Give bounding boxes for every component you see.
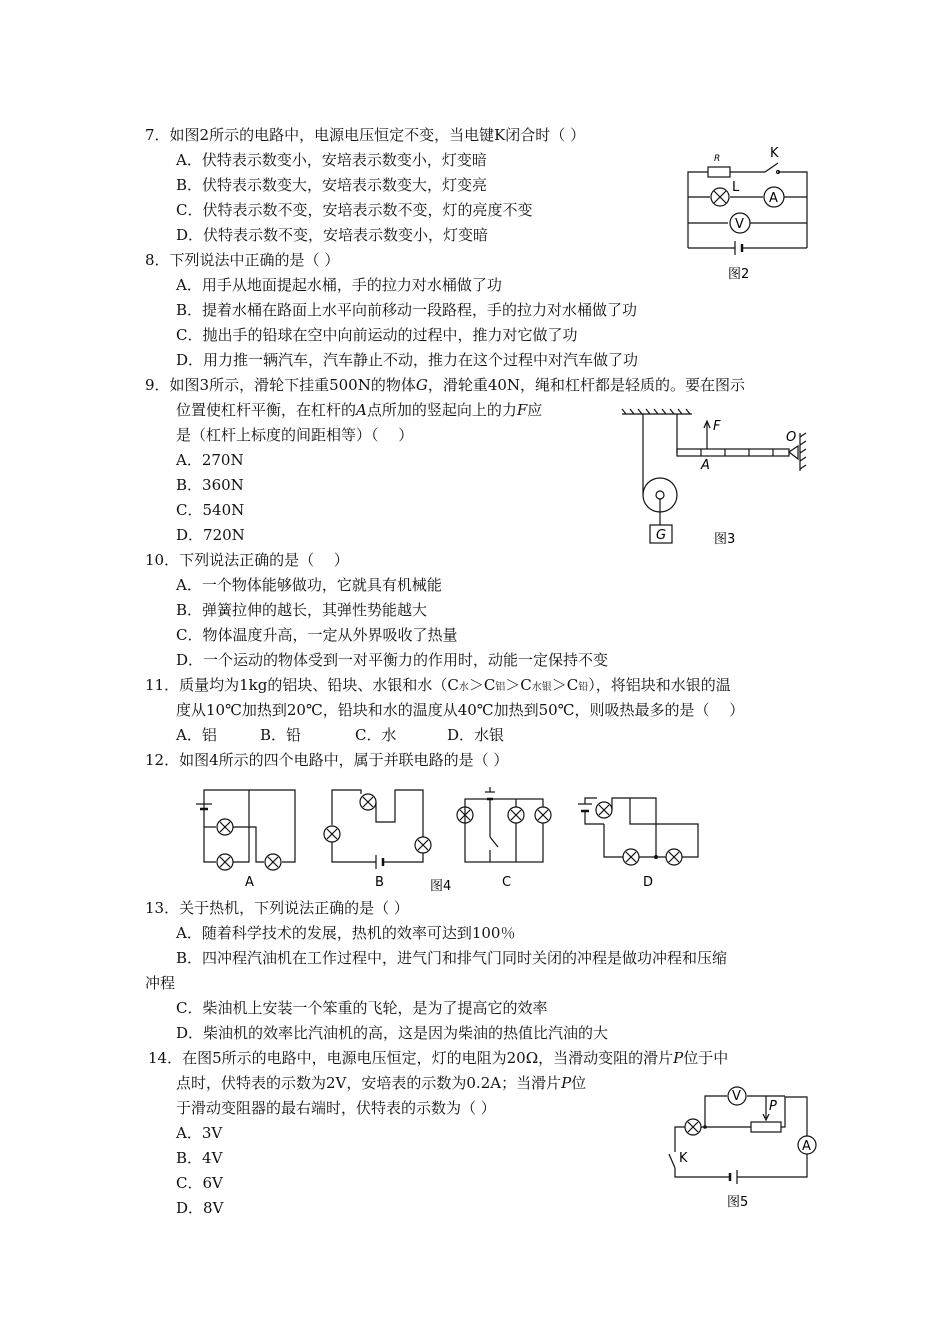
fig4-caption: 图4 — [430, 879, 452, 894]
q8-option-b: B．提着水桶在路面上水平向前移动一段路程，手的拉力对水桶做了功 — [176, 301, 638, 319]
fig4-label-b: B — [375, 875, 384, 890]
q14-stem-line1: 14．在图5所示的电路中，电源电压恒定，灯的电阻为20Ω，当滑动变阻的滑片P位于中 — [148, 1049, 729, 1067]
fig3-label-g: G — [656, 528, 667, 543]
fig5-label-v: V — [732, 1089, 741, 1104]
q14-option-a: A．3V — [176, 1124, 223, 1142]
circuit-d — [578, 798, 698, 865]
q14-stem-line3: 于滑动变阻器的最右端时，伏特表的示数为（ ） — [176, 1099, 496, 1117]
q8-option-a: A．用手从地面提起水桶，手的拉力对水桶做了功 — [176, 276, 502, 294]
q9-option-d: D．720N — [176, 526, 245, 544]
q14-option-d: D．8V — [176, 1199, 224, 1217]
q7-option-a: A．伏特表示数变小，安培表示数变小，灯变暗 — [176, 151, 487, 169]
fig3-label-f: F — [713, 419, 721, 434]
q12-stem: 12．如图4所示的四个电路中，属于并联电路的是（ ） — [145, 751, 509, 769]
q10-option-c: C．物体温度升高，一定从外界吸收了热量 — [176, 626, 458, 644]
fig4-label-c: C — [502, 875, 512, 890]
q10-stem: 10．下列说法正确的是（ ） — [145, 551, 349, 569]
fig2-label-v: V — [735, 217, 744, 232]
figure-4-circuits — [190, 782, 710, 897]
figure-3-lever-pulley — [618, 405, 813, 550]
fig5-label-k: K — [679, 1151, 688, 1166]
q13-option-a: A．随着科学技术的发展，热机的效率可达到100％ — [176, 924, 516, 942]
q11-stem-line2: 度从10℃加热到20℃，铅块和水的温度从40℃加热到50℃，则吸热最多的是（ ） — [176, 701, 745, 719]
fig2-label-r: R — [714, 154, 721, 164]
fig5-label-a: A — [802, 1139, 811, 1154]
q9-option-c: C．540N — [176, 501, 245, 519]
q9-option-a: A．270N — [176, 451, 244, 469]
q13-stem: 13．关于热机，下列说法正确的是（ ） — [145, 899, 409, 917]
figure-5-circuit — [665, 1082, 825, 1212]
q10-option-d: D．一个运动的物体受到一对平衡力的作用时，动能一定保持不变 — [176, 651, 609, 669]
q11-option-a: A．铝 — [176, 726, 217, 744]
q11-option-d: D．水银 — [447, 726, 505, 744]
q9-option-b: B．360N — [176, 476, 244, 494]
q11-option-c: C．水 — [355, 726, 397, 744]
q14-option-c: C．6V — [176, 1174, 223, 1192]
q14-stem-line2: 点时，伏特表的示数为2V，安培表的示数为0.2A；当滑片P位 — [176, 1074, 587, 1092]
q11-option-b: B．铅 — [260, 726, 302, 744]
q10-option-b: B．弹簧拉伸的越长，其弹性势能越大 — [176, 601, 428, 619]
q13-option-b-cont: 冲程 — [145, 974, 176, 992]
fig5-label-p: P — [769, 1099, 777, 1114]
q10-option-a: A．一个物体能够做功，它就具有机械能 — [176, 576, 442, 594]
q7-option-c: C．伏特表示数不变，安培表示数不变，灯的亮度不变 — [176, 201, 533, 219]
fig3-label-o: O — [786, 430, 797, 445]
fig4-label-d: D — [643, 875, 654, 890]
q14-option-b: B．4V — [176, 1149, 223, 1167]
circuit-b — [324, 790, 431, 869]
q13-option-b: B．四冲程汽油机在工作过程中，进气门和排气门同时关闭的冲程是做功冲程和压缩 — [176, 949, 728, 967]
fig2-caption: 图2 — [728, 267, 750, 282]
q8-option-d: D．用力推一辆汽车，汽车静止不动，推力在这个过程中对汽车做了功 — [176, 351, 639, 369]
q11-stem-line1: 11．质量均为1kg的铝块、铅块、水银和水（C水＞C铝＞C水银＞C铅），将铝块和水银的温 — [145, 676, 731, 694]
q9-stem-line2: 位置使杠杆平衡，在杠杆的A点所加的竖起向上的力F应 — [176, 401, 543, 419]
q8-option-c: C．抛出手的铅球在空中向前运动的过程中，推力对它做了功 — [176, 326, 578, 344]
q7-option-d: D．伏特表示数不变，安培表示数变小，灯变暗 — [176, 226, 489, 244]
q7-stem: 7．如图2所示的电路中，电源电压恒定不变，当电键K闭合时（ ） — [145, 126, 586, 144]
fig3-caption: 图3 — [714, 532, 736, 547]
figure-2-circuit — [680, 145, 820, 285]
q7-option-b: B．伏特表示数变大，安培表示数变大，灯变亮 — [176, 176, 488, 194]
circuit-a — [196, 790, 295, 870]
q9-stem-line3: 是（杠杆上标度的间距相等）（ ） — [176, 426, 414, 444]
q8-stem: 8．下列说法中正确的是（ ） — [145, 251, 340, 269]
fig4-label-a: A — [245, 875, 254, 890]
fig2-label-k: K — [770, 146, 779, 161]
q9-stem-line1: 9．如图3所示，滑轮下挂重500N的物体G，滑轮重40N，绳和杠杆都是轻质的。要在图示 — [145, 376, 746, 394]
fig5-caption: 图5 — [727, 1195, 749, 1210]
fig2-label-a: A — [769, 191, 778, 206]
q13-option-c: C．柴油机上安装一个笨重的飞轮，是为了提高它的效率 — [176, 999, 548, 1017]
q13-option-d: D．柴油机的效率比汽油机的高，这是因为柴油的热值比汽油的大 — [176, 1024, 609, 1042]
fig2-label-l: L — [732, 180, 740, 195]
fig3-label-a: A — [701, 458, 710, 473]
circuit-c — [457, 787, 551, 862]
